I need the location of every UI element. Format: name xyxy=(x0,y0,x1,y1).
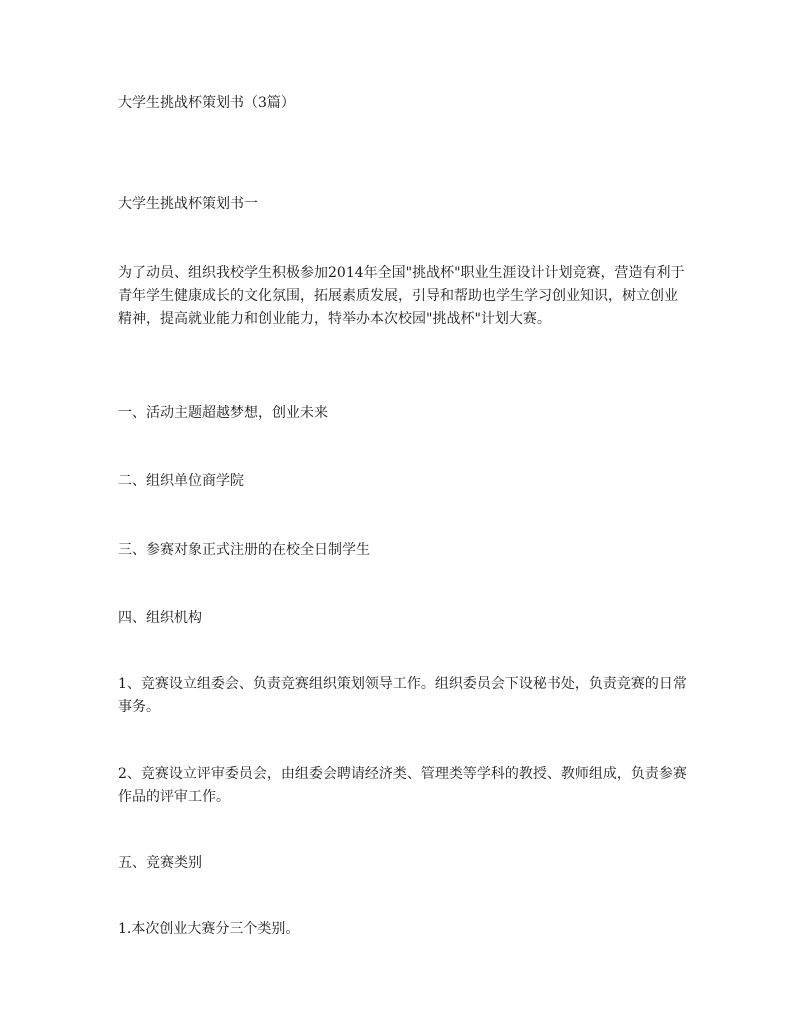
item-review-committee: 2、竞赛设立评审委员会，由组委会聘请经济类、管理类等学科的教授、教师组成，负责参赛作品的评审工作。 xyxy=(118,766,687,805)
item-committee: 1、竞赛设立组委会、负责竞赛组织策划领导工作。组织委员会下设秘书处，负责竞赛的日常事务。 xyxy=(118,676,687,715)
intro-paragraph: 为了动员、组织我校学生积极参加2014年全国"挑战杯"职业生涯设计计划竞赛，营造有利于青年学生健康成长的文化氛围，拓展素质发展，引导和帮助也学生学习创业知识，树立创业精神，提高就业能力和创业能力，特举办本次校园"挑战杯"计划大赛。 xyxy=(118,265,685,327)
item-organization-heading: 四、组织机构 xyxy=(118,610,202,626)
section-heading: 大学生挑战杯策划书一 xyxy=(118,196,258,212)
item-categories-heading: 五、竞赛类别 xyxy=(118,855,202,871)
item-organizer: 二、组织单位商学院 xyxy=(118,473,244,489)
item-categories-detail: 1.本次创业大赛分三个类别。 xyxy=(118,921,300,937)
item-participants: 三、参赛对象正式注册的在校全日制学生 xyxy=(118,542,370,558)
document-title: 大学生挑战杯策划书（3篇） xyxy=(118,95,295,111)
item-theme: 一、活动主题超越梦想，创业未来 xyxy=(118,405,328,421)
